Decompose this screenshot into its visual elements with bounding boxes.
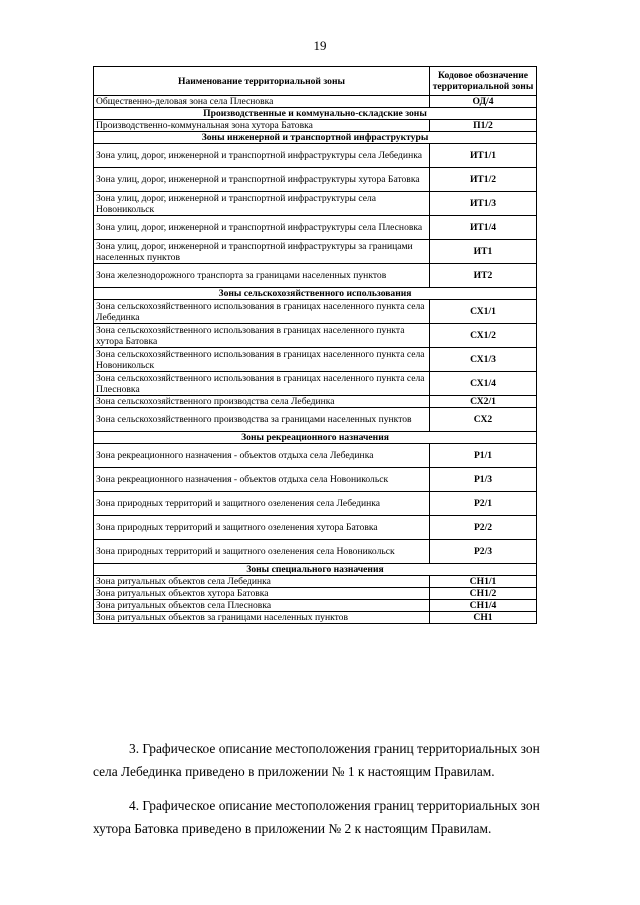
zone-code-header: Кодовое обозначение территориальной зоны (430, 67, 537, 96)
zone-code: П1/2 (430, 120, 537, 132)
table-row (94, 216, 537, 240)
zone-code: ИТ1/2 (430, 168, 537, 192)
table-row (94, 468, 537, 492)
table-row (94, 168, 537, 192)
table-row (94, 492, 537, 516)
zone-code: СН1 (430, 612, 537, 624)
paragraph-4-text: 4. Графическое описание местоположения границ территориальных зон хутора Батовка приведено в приложении № 2 к настоящим Правилам. (93, 798, 540, 836)
zone-name: Зона сельскохозяйственного производства за границами населенных пунктов (94, 408, 430, 432)
table-row (94, 372, 537, 396)
table-row (94, 192, 537, 216)
table-header-row (94, 67, 537, 96)
section-title: Зоны специального назначения (94, 564, 537, 576)
section-title: Производственные и коммунально-складские зоны (94, 108, 537, 120)
table-row (94, 576, 537, 588)
zone-code: СН1/4 (430, 600, 537, 612)
section-row (94, 564, 537, 576)
zone-name: Производственно-коммунальная зона хутора Батовка (94, 120, 430, 132)
table-row (94, 324, 537, 348)
section-title: Зоны сельскохозяйственного использования (94, 288, 537, 300)
zone-code: СН1/2 (430, 588, 537, 600)
zone-name: Зона ритуальных объектов села Плесновка (94, 600, 430, 612)
zone-name: Общественно-деловая зона села Плесновка (94, 96, 430, 108)
zone-name: Зона сельскохозяйственного использования в границах населенного пункта села Лебединка (94, 300, 430, 324)
zone-code: Р2/1 (430, 492, 537, 516)
zone-name: Зона улиц, дорог, инженерной и транспортной инфраструктуры села Новоникольск (94, 192, 430, 216)
zone-code: СН1/1 (430, 576, 537, 588)
zone-code: ИТ1/3 (430, 192, 537, 216)
table-row (94, 348, 537, 372)
zone-name: Зона рекреационного назначения - объектов отдыха села Лебединка (94, 444, 430, 468)
table-row (94, 516, 537, 540)
zone-name: Зона железнодорожного транспорта за границами населенных пунктов (94, 264, 430, 288)
table-row (94, 264, 537, 288)
zone-code: СХ2/1 (430, 396, 537, 408)
zone-name: Зона сельскохозяйственного использования в границах населенного пункта села Плесновка (94, 372, 430, 396)
table-row (94, 600, 537, 612)
zone-code: СХ2 (430, 408, 537, 432)
table-row (94, 408, 537, 432)
section-row (94, 432, 537, 444)
table-row (94, 612, 537, 624)
page-number: 19 (313, 38, 327, 53)
table-row (94, 444, 537, 468)
paragraph-4 (93, 794, 543, 840)
table-row (94, 240, 537, 264)
section-row (94, 108, 537, 120)
zone-name: Зона сельскохозяйственного производства села Лебединка (94, 396, 430, 408)
zone-code: ИТ2 (430, 264, 537, 288)
zone-name: Зона ритуальных объектов села Лебединка (94, 576, 430, 588)
zone-name: Зона природных территорий и защитного озеленения хутора Батовка (94, 516, 430, 540)
zone-name: Зона ритуальных объектов за границами населенных пунктов (94, 612, 430, 624)
zone-code: Р2/3 (430, 540, 537, 564)
territorial-zones-table (93, 66, 537, 624)
zone-name: Зона улиц, дорог, инженерной и транспортной инфраструктуры села Лебединка (94, 144, 430, 168)
table-row (94, 96, 537, 108)
zone-name: Зона рекреационного назначения - объектов отдыха села Новоникольск (94, 468, 430, 492)
zone-name: Зона улиц, дорог, инженерной и транспортной инфраструктуры хутора Батовка (94, 168, 430, 192)
zone-code: ИТ1/1 (430, 144, 537, 168)
zone-name: Зона ритуальных объектов хутора Батовка (94, 588, 430, 600)
table-row (94, 144, 537, 168)
table-row (94, 396, 537, 408)
zone-code: ОД/4 (430, 96, 537, 108)
paragraph-3-text: 3. Графическое описание местоположения границ территориальных зон села Лебединка приведено в приложении № 1 к настоящим Правилам. (93, 741, 540, 779)
zone-name: Зона природных территорий и защитного озеленения села Лебединка (94, 492, 430, 516)
zone-code: Р1/3 (430, 468, 537, 492)
zone-code: СХ1/4 (430, 372, 537, 396)
section-row (94, 288, 537, 300)
zone-code: Р2/2 (430, 516, 537, 540)
zone-code: ИТ1/4 (430, 216, 537, 240)
zone-code: СХ1/1 (430, 300, 537, 324)
section-title: Зоны инженерной и транспортной инфраструктуры (94, 132, 537, 144)
table-row (94, 588, 537, 600)
zone-name: Зона сельскохозяйственного использования в границах населенного пункта села Новоникольск (94, 348, 430, 372)
table-row (94, 120, 537, 132)
zone-name: Зона улиц, дорог, инженерной и транспортной инфраструктуры села Плесновка (94, 216, 430, 240)
zone-code: ИТ1 (430, 240, 537, 264)
section-title: Зоны рекреационного назначения (94, 432, 537, 444)
table-row (94, 540, 537, 564)
zone-name: Зона улиц, дорог, инженерной и транспортной инфраструктуры за границами населенных пунктов (94, 240, 430, 264)
zone-code: Р1/1 (430, 444, 537, 468)
zone-name: Зона сельскохозяйственного использования в границах населенного пункта хутора Батовка (94, 324, 430, 348)
section-row (94, 132, 537, 144)
zone-name: Зона природных территорий и защитного озеленения села Новоникольск (94, 540, 430, 564)
zone-code: СХ1/3 (430, 348, 537, 372)
paragraph-3 (93, 737, 543, 783)
zone-code: СХ1/2 (430, 324, 537, 348)
table-row (94, 300, 537, 324)
zone-name-header: Наименование территориальной зоны (94, 67, 430, 96)
